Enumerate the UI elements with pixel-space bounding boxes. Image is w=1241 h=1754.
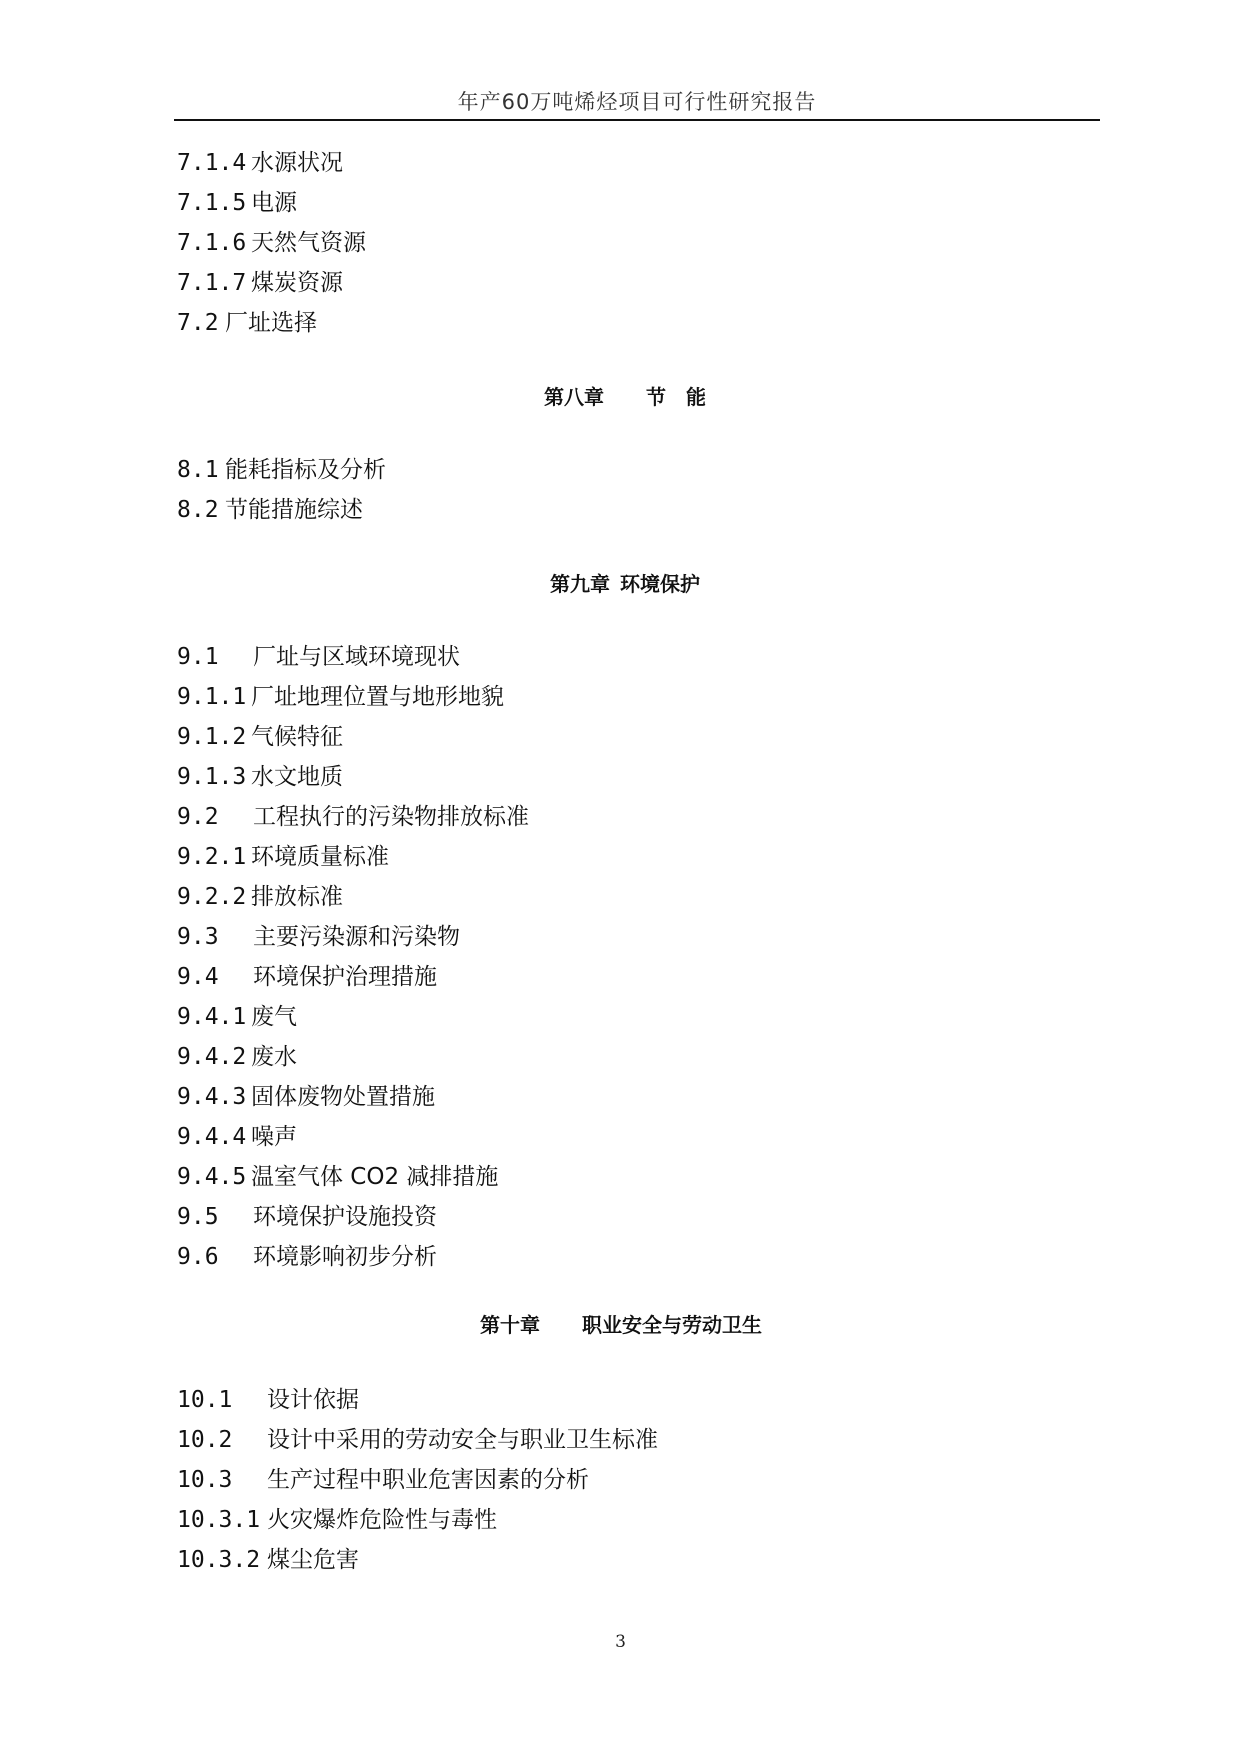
toc-entry-number: 9.1.2 [177, 724, 247, 750]
toc-entry-number: 9.2 [177, 804, 219, 830]
toc-entry-text: 煤炭资源 [251, 270, 343, 296]
toc-entry[interactable] [177, 1242, 437, 1272]
toc-entry-text: 设计依据 [267, 1387, 359, 1413]
toc-entry[interactable] [177, 268, 343, 298]
toc-entry[interactable] [177, 228, 366, 258]
chapter-label: 第十章 [480, 1313, 540, 1337]
toc-entry-number: 9.1.1 [177, 684, 247, 710]
toc-entry-text: 工程执行的污染物排放标准 [253, 804, 529, 830]
toc-entry-number: 9.4 [177, 964, 219, 990]
chapter-heading-10 [480, 1311, 762, 1339]
toc-entry[interactable] [177, 148, 343, 178]
toc-entry[interactable] [177, 682, 504, 712]
toc-entry-number: 10.3.2 [177, 1547, 261, 1573]
toc-entry-number: 7.1.5 [177, 190, 247, 216]
toc-entry[interactable] [177, 1385, 359, 1415]
toc-entry[interactable] [177, 1425, 658, 1455]
toc-entry-number: 7.1.4 [177, 150, 247, 176]
toc-entry-number: 7.1.6 [177, 230, 247, 256]
chapter-label: 第九章 [550, 572, 610, 596]
toc-entry[interactable] [177, 642, 460, 672]
toc-entry-number: 10.2 [177, 1427, 233, 1453]
toc-entry-text: 火灾爆炸危险性与毒性 [267, 1507, 497, 1533]
toc-entry[interactable] [177, 1042, 297, 1072]
toc-entry[interactable] [177, 1202, 437, 1232]
toc-entry[interactable] [177, 1465, 589, 1495]
toc-entry[interactable] [177, 455, 386, 485]
toc-entry-text: 环境质量标准 [251, 844, 389, 870]
toc-entry-number: 9.6 [177, 1244, 219, 1270]
toc-entry-number: 10.3.1 [177, 1507, 261, 1533]
toc-entry[interactable] [177, 1162, 498, 1192]
toc-entry[interactable] [177, 495, 363, 525]
toc-entry-text: 设计中采用的劳动安全与职业卫生标准 [267, 1427, 658, 1453]
toc-entry[interactable] [177, 962, 437, 992]
toc-entry-number: 9.4.5 [177, 1164, 247, 1190]
toc-entry-number: 7.2 [177, 310, 219, 336]
chapter-title: 职业安全与劳动卫生 [582, 1313, 762, 1337]
toc-entry-number: 9.4.3 [177, 1084, 247, 1110]
toc-entry-text: 环境保护治理措施 [253, 964, 437, 990]
toc-entry-text: 煤尘危害 [267, 1547, 359, 1573]
toc-entry-text: 厂址选择 [225, 310, 317, 336]
page-header-title: 年产60万吨烯烃项目可行性研究报告 [457, 90, 817, 114]
toc-entry-text: 废气 [251, 1004, 297, 1030]
toc-entry-number: 8.1 [177, 457, 219, 483]
toc-entry-number: 9.4.1 [177, 1004, 247, 1030]
toc-entry-number: 9.2.2 [177, 884, 247, 910]
toc-entry[interactable] [177, 1002, 297, 1032]
toc-entry[interactable] [177, 842, 389, 872]
toc-entry-text: 天然气资源 [251, 230, 366, 256]
toc-entry-text: 电源 [251, 190, 297, 216]
toc-entry-number: 9.4.4 [177, 1124, 247, 1150]
toc-entry[interactable] [177, 1082, 435, 1112]
chapter-heading-9 [550, 570, 700, 598]
toc-entry-number: 9.3 [177, 924, 219, 950]
toc-entry-text: 噪声 [251, 1124, 297, 1150]
page-number: 3 [615, 1632, 626, 1652]
chapter-label: 第八章 [544, 385, 604, 409]
toc-entry-text: 生产过程中职业危害因素的分析 [267, 1467, 589, 1493]
toc-entry[interactable] [177, 1122, 297, 1152]
toc-entry-text: 温室气体 CO2 减排措施 [251, 1164, 499, 1190]
toc-entry[interactable] [177, 1545, 359, 1575]
toc-entry-text: 水源状况 [251, 150, 343, 176]
toc-entry-number: 9.2.1 [177, 844, 247, 870]
toc-entry-number: 8.2 [177, 497, 219, 523]
toc-entry-text: 废水 [251, 1044, 297, 1070]
toc-entry-number: 9.1 [177, 644, 219, 670]
toc-entry[interactable] [177, 1505, 497, 1535]
chapter-heading-8 [544, 383, 706, 411]
toc-entry-number: 9.4.2 [177, 1044, 247, 1070]
toc-entry-number: 9.1.3 [177, 764, 247, 790]
toc-entry-text: 厂址与区域环境现状 [253, 644, 460, 670]
toc-entry[interactable] [177, 762, 343, 792]
chapter-title: 环境保护 [620, 572, 700, 596]
toc-entry[interactable] [177, 922, 460, 952]
chapter-title: 节 能 [646, 385, 706, 409]
toc-entry-number: 10.3 [177, 1467, 233, 1493]
toc-entry-number: 10.1 [177, 1387, 233, 1413]
toc-entry[interactable] [177, 802, 529, 832]
toc-entry-text: 节能措施综述 [225, 497, 363, 523]
header-divider [174, 119, 1100, 121]
toc-entry-number: 9.5 [177, 1204, 219, 1230]
toc-entry-text: 气候特征 [251, 724, 343, 750]
toc-entry-text: 水文地质 [251, 764, 343, 790]
toc-entry-text: 厂址地理位置与地形地貌 [251, 684, 504, 710]
toc-entry[interactable] [177, 308, 317, 338]
toc-entry[interactable] [177, 882, 343, 912]
toc-entry-text: 固体废物处置措施 [251, 1084, 435, 1110]
toc-entry-number: 7.1.7 [177, 270, 247, 296]
toc-entry[interactable] [177, 722, 343, 752]
toc-entry-text: 环境保护设施投资 [253, 1204, 437, 1230]
toc-entry-text: 环境影响初步分析 [253, 1244, 437, 1270]
toc-entry-text: 排放标准 [251, 884, 343, 910]
toc-entry-text: 主要污染源和污染物 [253, 924, 460, 950]
toc-entry-text: 能耗指标及分析 [225, 457, 386, 483]
toc-entry[interactable] [177, 188, 297, 218]
